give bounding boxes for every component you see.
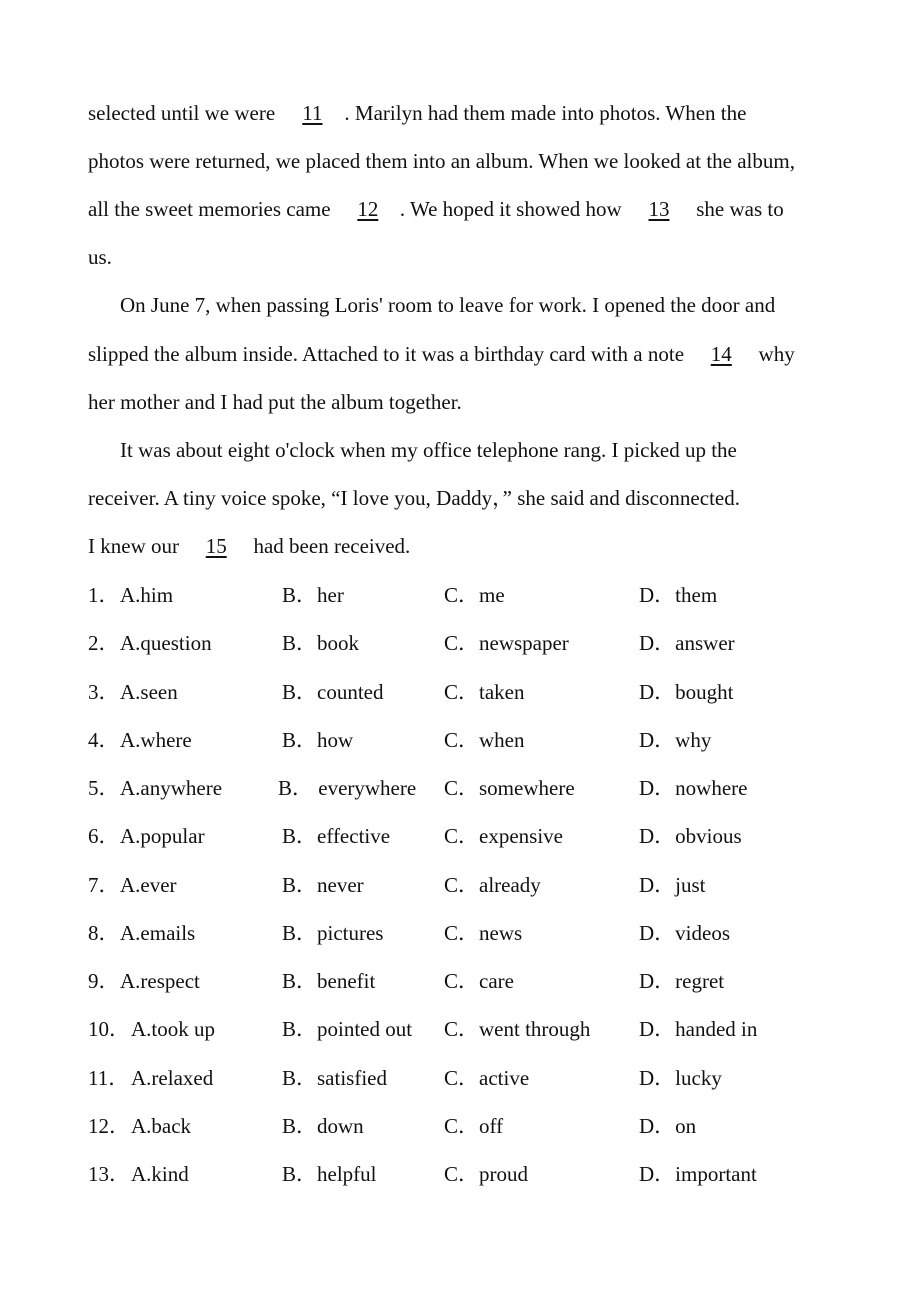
question-number: 5． <box>88 776 120 800</box>
question-number: 2． <box>88 631 120 655</box>
answer-blank: 11 <box>302 101 323 125</box>
passage-line: On June 7, when passing Loris' room to leave for work. I opened the door and <box>120 293 776 317</box>
option-b: B．pictures <box>282 921 384 945</box>
option-c: C．care <box>444 969 514 993</box>
passage-line: photos were returned, we placed them into an album. When we looked at the album, <box>88 149 795 173</box>
passage-line: selected until we were 11 . Marilyn had them made into photos. When the <box>88 101 747 125</box>
option-a: A.kind <box>131 1162 189 1186</box>
question-row <box>88 583 888 607</box>
option-d: D．them <box>639 583 718 607</box>
option-b: B．counted <box>282 680 384 704</box>
option-a: A.popular <box>120 824 205 848</box>
question-row <box>88 680 888 704</box>
answer-blank: 15 <box>205 534 227 558</box>
option-a: A.took up <box>131 1017 215 1041</box>
question-number: 6． <box>88 824 120 848</box>
question-row <box>88 631 888 655</box>
passage-line: I knew our 15 had been received. <box>88 534 411 558</box>
question-row <box>88 824 888 848</box>
option-c: C．off <box>444 1114 504 1138</box>
option-b: B．benefit <box>282 969 376 993</box>
question-row <box>88 728 888 752</box>
option-c: C．newspaper <box>444 631 569 655</box>
question-number: 1． <box>88 583 120 607</box>
option-d: D．just <box>639 873 706 897</box>
option-a: A.him <box>120 583 174 607</box>
answer-blank: 14 <box>710 342 732 366</box>
question-number: 13． <box>88 1162 130 1186</box>
option-d: D．important <box>639 1162 757 1186</box>
question-number: 4． <box>88 728 120 752</box>
passage-line: receiver. A tiny voice spoke, “I love you, Daddy，” she said and disconnected. <box>88 486 740 510</box>
passage-line: us. <box>88 245 112 269</box>
question-row <box>88 1162 888 1186</box>
option-c: C．taken <box>444 680 525 704</box>
option-a: A.back <box>131 1114 192 1138</box>
option-b: B．how <box>282 728 354 752</box>
answer-blank: 13 <box>648 197 670 221</box>
option-a: A.where <box>120 728 192 752</box>
option-b: B．pointed out <box>282 1017 413 1041</box>
option-c: C．when <box>444 728 525 752</box>
option-b: B．book <box>282 631 360 655</box>
question-number: 9． <box>88 969 120 993</box>
option-b: B．her <box>282 583 344 607</box>
option-b: B．effective <box>282 824 391 848</box>
option-d: D．bought <box>639 680 734 704</box>
option-c: C．active <box>444 1066 530 1090</box>
option-c: C．expensive <box>444 824 563 848</box>
option-d: D．answer <box>639 631 735 655</box>
option-b: B．down <box>282 1114 364 1138</box>
option-c: C．me <box>444 583 505 607</box>
question-number: 8． <box>88 921 120 945</box>
option-a: A.question <box>120 631 212 655</box>
passage-line: all the sweet memories came 12 . We hoped it showed how 13 she was to <box>88 197 784 221</box>
option-d: D．on <box>639 1114 697 1138</box>
option-d: D．regret <box>639 969 725 993</box>
option-d: D．obvious <box>639 824 742 848</box>
passage-line: slipped the album inside. Attached to it was a birthday card with a note 14 why <box>88 342 795 366</box>
option-b: B．helpful <box>282 1162 377 1186</box>
passage-line: her mother and I had put the album together. <box>88 390 462 414</box>
option-d: D．handed in <box>639 1017 758 1041</box>
question-row <box>88 873 888 897</box>
option-b: B． everywhere <box>278 776 417 800</box>
question-row <box>88 776 888 800</box>
option-c: C．already <box>444 873 541 897</box>
passage-line: It was about eight o'clock when my office telephone rang. I picked up the <box>120 438 737 462</box>
option-d: D．lucky <box>639 1066 722 1090</box>
question-number: 3． <box>88 680 120 704</box>
question-row <box>88 1066 888 1090</box>
option-a: A.anywhere <box>120 776 223 800</box>
option-c: C．proud <box>444 1162 528 1186</box>
question-number: 12． <box>88 1114 130 1138</box>
question-number: 7． <box>88 873 120 897</box>
option-b: B．never <box>282 873 364 897</box>
option-d: D．nowhere <box>639 776 748 800</box>
question-row <box>88 1017 888 1041</box>
option-a: A.seen <box>120 680 178 704</box>
option-b: B．satisfied <box>282 1066 387 1090</box>
option-d: D．why <box>639 728 712 752</box>
option-c: C．somewhere <box>444 776 575 800</box>
question-number: 11． <box>88 1066 130 1090</box>
option-a: A.relaxed <box>131 1066 214 1090</box>
option-d: D．videos <box>639 921 730 945</box>
option-c: C．news <box>444 921 523 945</box>
answer-blank: 12 <box>357 197 379 221</box>
question-row <box>88 921 888 945</box>
option-a: A.respect <box>120 969 200 993</box>
option-c: C．went through <box>444 1017 591 1041</box>
question-row <box>88 969 888 993</box>
option-a: A.ever <box>120 873 177 897</box>
question-row <box>88 1114 888 1138</box>
question-number: 10． <box>88 1017 130 1041</box>
option-a: A.emails <box>120 921 196 945</box>
